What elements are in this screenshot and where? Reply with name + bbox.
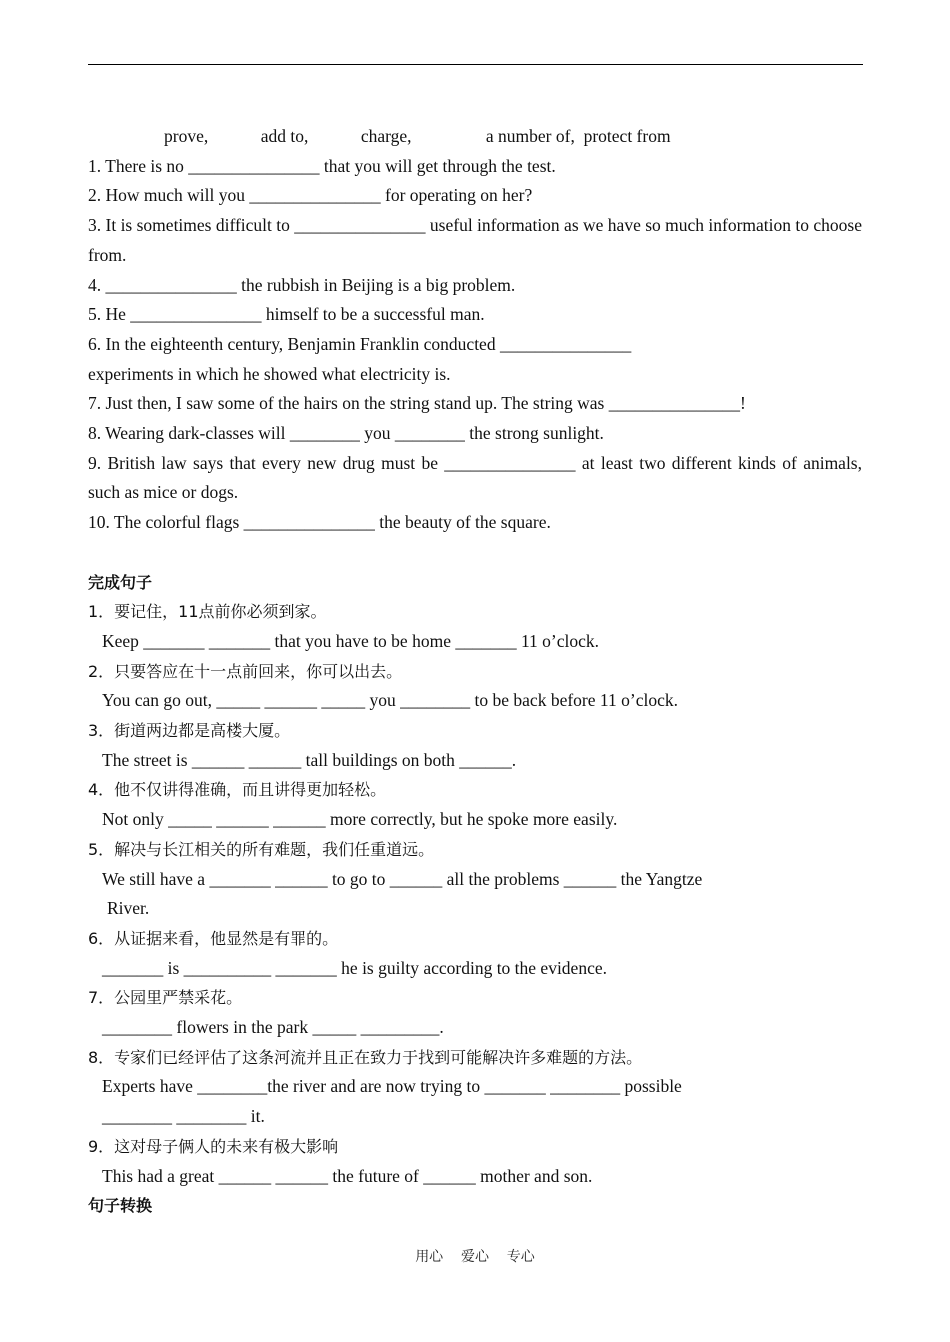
page-footer: 用心 爱心 专心 [415,1249,535,1265]
complete-item-1-zh: 1．要记住，11点前你必须到家。 [88,602,327,622]
spacer [88,538,862,568]
section-heading-complete: 完成句子 [88,572,153,592]
fill-item-2: 2. How much will you _______________ for operating on her? [88,185,533,206]
complete-item-8-zh: 8．专家们已经评估了这条河流并且正在致力于找到可能解决许多难题的方法。 [88,1047,643,1067]
fill-item-4: 4. _______________ the rubbish in Beijing is a big problem. [88,274,516,295]
complete-item-2-en: You can go out, _____ ______ _____ you ________ to be back before 11 o’clock. [102,690,678,711]
fill-item-6-cont: experiments in which he showed what electricity is. [88,363,451,384]
complete-item-6-zh: 6．从证据来看，他显然是有罪的。 [88,928,339,948]
fill-item-3: 3. It is sometimes difficult to _______________ useful information as we have so much information to choose from. [88,215,862,265]
fill-item-9: 9. British law says that every new drug must be _______________ at least two different kinds of animals, such as mice or dogs. [88,452,862,503]
complete-item-8-en-cont: ________ ________ it. [102,1106,265,1127]
section-heading-transform: 句子转换 [88,1196,153,1216]
complete-item-7-zh: 7．公园里严禁采花。 [88,988,243,1008]
fill-item-6: 6. In the eighteenth century, Benjamin Franklin conducted _______________ [88,333,632,354]
complete-item-5-zh: 5．解决与长江相关的所有难题，我们任重道远。 [88,839,435,859]
complete-item-3-en: The street is ______ ______ tall buildings on both ______. [102,749,517,770]
complete-item-5-en: We still have a _______ ______ to go to ______ all the problems ______ the Yangtze [102,868,703,889]
complete-item-4-zh: 4．他不仅讲得准确，而且讲得更加轻松。 [88,780,387,800]
header-rule [88,64,863,65]
complete-item-7-en: ________ flowers in the park _____ _________. [102,1017,444,1038]
fill-item-8: 8. Wearing dark-classes will ________ you ________ the strong sunlight. [88,423,604,444]
complete-item-5-en-cont: River. [107,898,150,919]
fill-item-5: 5. He _______________ himself to be a successful man. [88,304,485,325]
complete-item-9-zh: 9．这对母子俩人的未来有极大影响 [88,1136,339,1156]
complete-item-2-zh: 2．只要答应在十一点前回来，你可以出去。 [88,661,403,681]
complete-item-1-en: Keep _______ _______ that you have to be home _______ 11 o’clock. [102,630,600,651]
word-bank: prove, add to, charge, a number of, protect from [164,126,671,146]
fill-item-1: 1. There is no _______________ that you will get through the test. [88,155,556,176]
complete-item-4-en: Not only _____ ______ ______ more correctly, but he spoke more easily. [102,809,618,830]
worksheet [88,122,862,1221]
fill-item-10: 10. The colorful flags _______________ the beauty of the square. [88,512,551,533]
fill-item-7: 7. Just then, I saw some of the hairs on the string stand up. The string was _______________! [88,393,746,414]
complete-item-9-en: This had a great ______ ______ the future of ______ mother and son. [102,1165,593,1186]
complete-item-6-en: _______ is __________ _______ he is guilty according to the evidence. [102,957,607,978]
complete-item-3-zh: 3．街道两边都是高楼大厦。 [88,721,291,741]
complete-item-8-en: Experts have ________the river and are now trying to _______ ________ possible [102,1076,682,1097]
